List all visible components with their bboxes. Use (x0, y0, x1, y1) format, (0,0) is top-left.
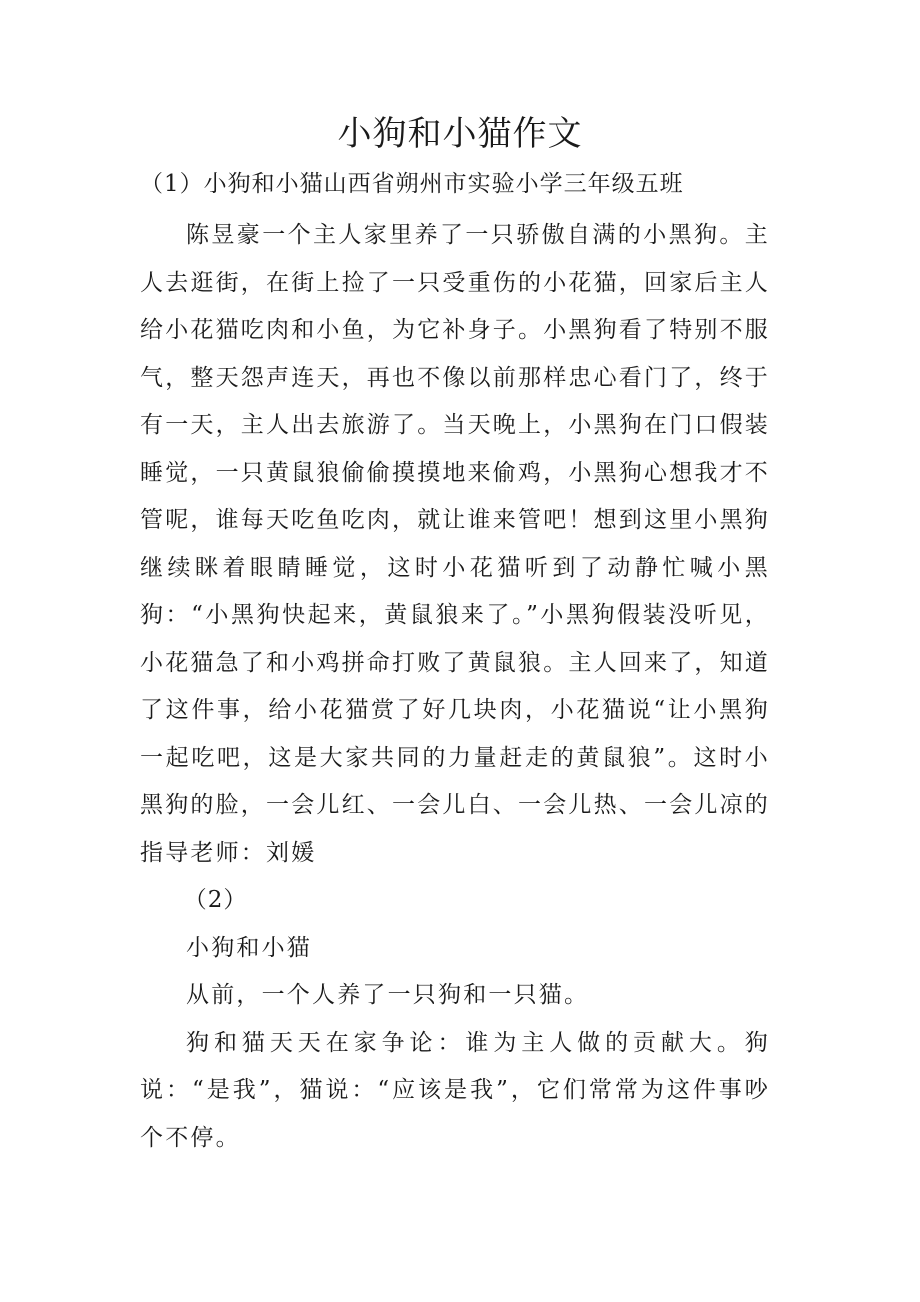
document-body (140, 212, 770, 1162)
paragraph-story-2-intro: 从前，一个人养了一只狗和一只猫。 (186, 982, 590, 1008)
document-subtitle: （1）小狗和小猫山西省朔州市实验小学三年级五班 (140, 171, 684, 197)
paragraph-section-2-title: 小狗和小猫 (186, 934, 312, 961)
paragraph-story-1: 陈昱豪一个主人家里养了一只骄傲自满的小黑狗。主人去逛街，在街上捡了一只受重伤的小花猫，回家后主人给小花猫吃肉和小鱼，为它补身子。小黑狗看了特别不服气，整天怨声连天，再也不像以前那样忠心看门了，终于有一天，主人出去旅游了。当天晚上，小黑狗在门口假装睡觉，一只黄鼠狼偷偷摸摸地来偷鸡，小黑狗心想我才不管呢，谁每天吃鱼吃肉，就让谁来管吧！想到这里小黑狗继续眯着眼睛睡觉，这时小花猫听到了动静忙喊小黑狗：“小黑狗快起来，黄鼠狼来了。”小黑狗假装没听见，小花猫急了和小鸡拼命打败了黄鼠狼。主人回来了，知道了这件事，给小花猫赏了好几块肉，小花猫说“让小黑狗一起吃吧，这是大家共同的力量赶走的黄鼠狼”。这时小黑狗的脸，一会儿红、一会儿白、一会儿热、一会儿凉的指导老师：刘媛 (140, 222, 770, 866)
paragraph-story-2-argument: 狗和猫天天在家争论：谁为主人做的贡献大。狗说：“是我”，猫说：“应该是我”，它们常常为这件事吵个不停。 (140, 1029, 770, 1151)
document-title: 小狗和小猫作文 (337, 114, 583, 154)
paragraph-section-2-label: （2） (183, 887, 248, 913)
